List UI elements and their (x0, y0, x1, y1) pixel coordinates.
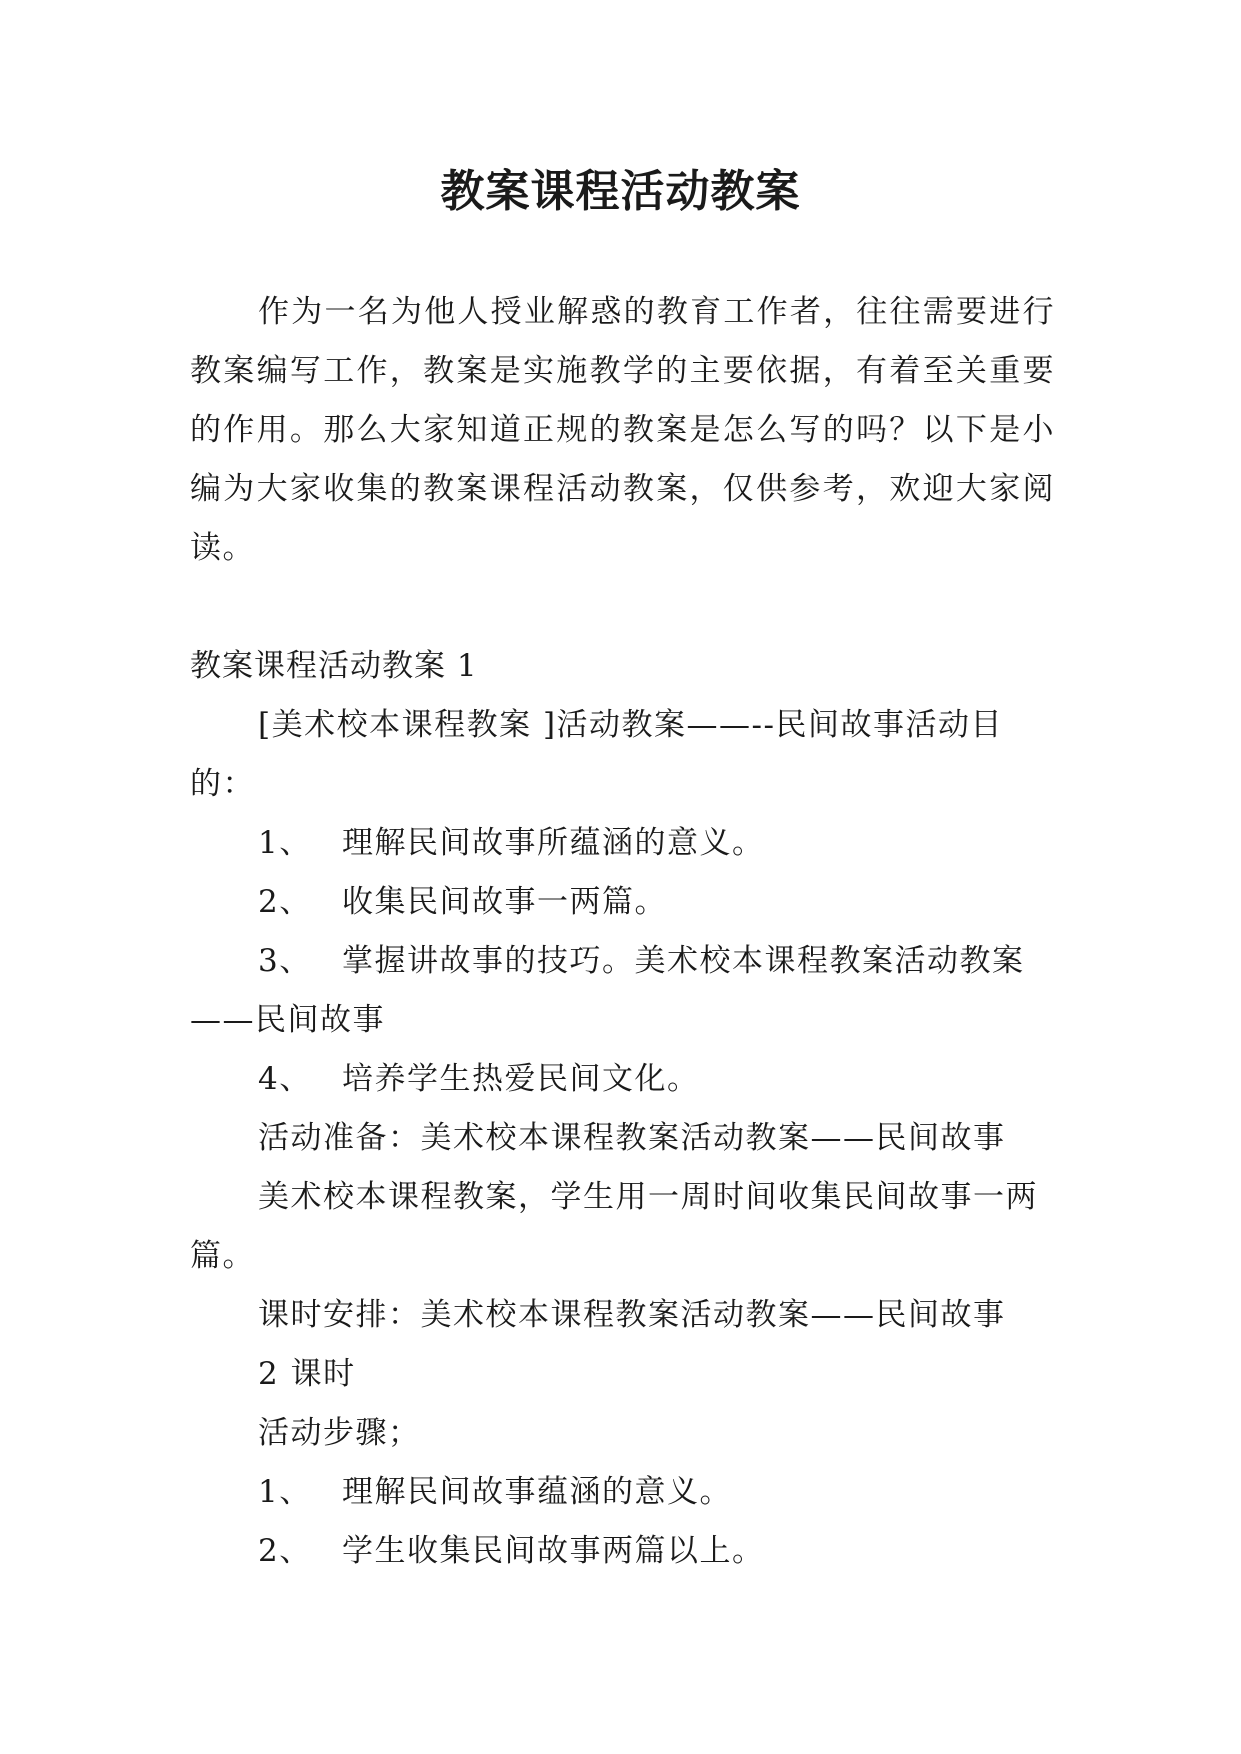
steps-heading: 活动步骤； (258, 1415, 421, 1451)
list-item-text: 理解民间故事蕴涵的意义。 (342, 1474, 732, 1510)
schedule-paragraph: 课时安排：美术校本课程教案活动教案——民间故事 (258, 1297, 1006, 1333)
list-item-number: 1、 (258, 825, 312, 861)
list-item (190, 1050, 1055, 1109)
list-item-number: 4、 (258, 1061, 312, 1097)
list-item (190, 814, 1055, 873)
list-item-number: 2、 (258, 884, 312, 920)
intro-paragraph: 作为一名为他人授业解惑的教育工作者，往往需要进行教案编写工作，教案是实施教学的主要依据，有着至关重要的作用。那么大家知道正规的教案是怎么写的吗？以下是小编为大家收集的教案课程活动教案，仅供参考，欢迎大家阅读。 (190, 294, 1055, 566)
list-item-number: 1、 (258, 1474, 312, 1510)
document-content (190, 637, 1055, 1581)
preparation-detail-paragraph: 美术校本课程教案，学生用一周时间收集民间故事一两篇。 (190, 1179, 1038, 1274)
list-item-text: 培养学生热爱民间文化。 (342, 1061, 700, 1097)
list-item (190, 873, 1055, 932)
list-item-number: 3、 (258, 943, 312, 979)
list-item-text: 学生收集民间故事两篇以上。 (342, 1533, 765, 1569)
list-item (190, 932, 1055, 1050)
document-title: 教案课程活动教案 (440, 166, 801, 217)
list-item (190, 1522, 1055, 1581)
preparation-paragraph: 活动准备：美术校本课程教案活动教案——民间故事 (258, 1120, 1006, 1156)
list-item (190, 1463, 1055, 1522)
section-heading: 教案课程活动教案 1 (190, 648, 478, 684)
list-item-number: 2、 (258, 1533, 312, 1569)
list-item-text: 收集民间故事一两篇。 (342, 884, 667, 920)
list-item-text: 理解民间故事所蕴涵的意义。 (342, 825, 765, 861)
objective-intro-paragraph: [美术校本课程教案 ]活动教案——--民间故事活动目的： (190, 707, 1003, 802)
schedule-detail-paragraph: 2 课时 (258, 1356, 356, 1392)
list-item-text: 掌握讲故事的技巧。美术校本课程教案活动教案——民间故事 (190, 943, 1025, 1038)
